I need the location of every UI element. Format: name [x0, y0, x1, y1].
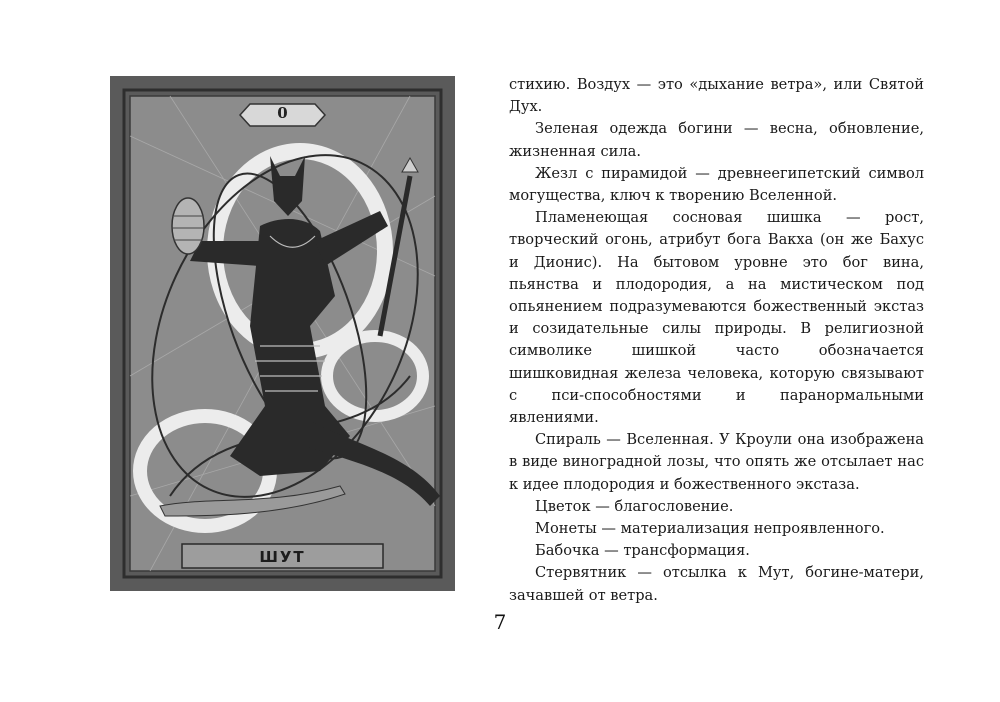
paragraph: Монеты — материализация непроявленного.: [535, 520, 885, 538]
paragraph: Цветок — благословение.: [535, 497, 734, 515]
fool-tarot-card-illustration: [110, 76, 455, 591]
card-title: ШУТ: [259, 548, 306, 566]
paragraph: Жезл с пирамидой — древнеегипетский символ могущества, ключ к творению Вселенной.: [509, 164, 924, 205]
card-number: 0: [277, 104, 288, 122]
body-text: [509, 74, 924, 607]
paragraph: Стервятник — отсылка к Мут, богине-матери, зачавшей от ветра.: [509, 564, 924, 604]
tarot-card: [110, 76, 455, 591]
page-number: 7: [493, 610, 507, 634]
paragraph: Спираль — Вселенная. У Кроули она изображена в виде виноградной лозы, что опять же отсылает нас к идее плодородия и божественного экстаза.: [509, 431, 924, 493]
paragraph: Бабочка — трансформация.: [535, 542, 750, 560]
paragraph: стихию. Воздух — это «дыхание ветра», или Святой Дух.: [509, 76, 924, 116]
paragraph: Пламенеющая сосновая шишка — рост, творческий огонь, атрибут бога Вакха (он же Бахус и Дионис). На бытовом уровне это бог вина, пьянства и плодородия, а на мистическом под опьянением подразумеваются божественный экстаз и созидательные силы природы. В религиозной символике шишкой часто обозначается шишковидная железа человека, которую связывают с пси-способностями и паранормальными явлениями.: [509, 209, 924, 427]
paragraph: Зеленая одежда богини — весна, обновление, жизненная сила.: [509, 120, 924, 160]
